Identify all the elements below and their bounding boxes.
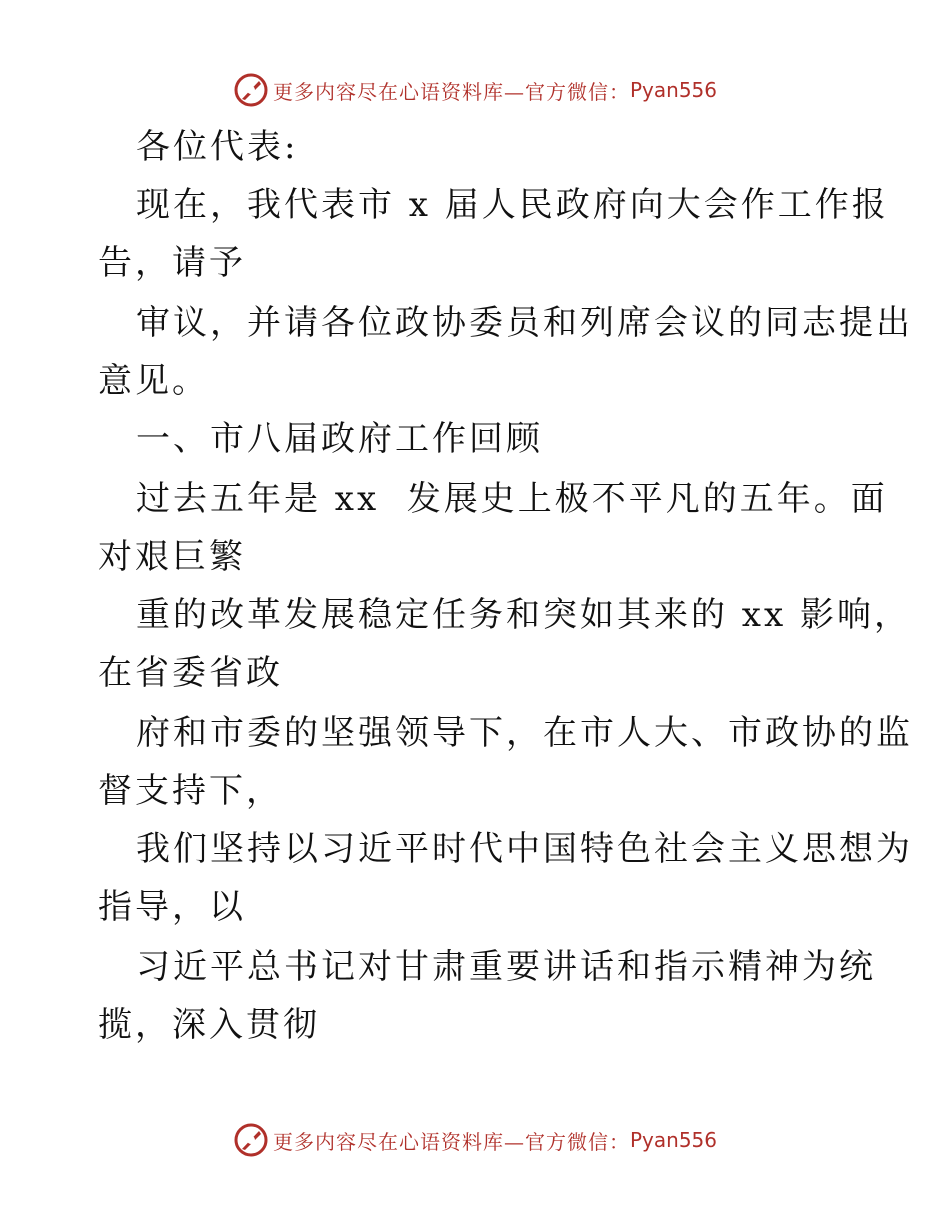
text-line: 指导，以	[98, 887, 246, 927]
text-line: 过去五年是 xx 发展史上极不平凡的五年。面	[136, 479, 888, 519]
text-line: 各位代表:	[136, 127, 299, 167]
footer-banner	[0, 1120, 950, 1160]
banner-wechat-id: Pyan556	[629, 78, 717, 102]
text-line: 现在，我代表市 x 届人民政府向大会作工作报	[136, 185, 889, 225]
banner-text: 更多内容尽在心语资料库—官方微信：	[272, 1129, 630, 1154]
text-line: 在省委省政	[98, 653, 283, 693]
text-line: 我们坚持以习近平时代中国特色社会主义思想为	[136, 829, 913, 869]
text-line: 揽，深入贯彻	[98, 1005, 320, 1045]
text-line: 告，请予	[98, 243, 246, 283]
banner-wechat-id: Pyan556	[629, 1128, 717, 1152]
banner-text: 更多内容尽在心语资料库—官方微信：	[272, 79, 630, 104]
text-line: 府和市委的坚强领导下，在市人大、市政协的监	[136, 713, 913, 753]
quill-logo-icon	[233, 72, 269, 108]
text-line: 意见。	[98, 361, 209, 401]
text-line: 习近平总书记对甘肃重要讲话和指示精神为统	[136, 947, 876, 987]
text-line: 对艰巨繁	[98, 537, 246, 577]
section-heading: 一、市八届政府工作回顾	[136, 419, 543, 459]
header-banner	[0, 70, 950, 110]
text-line: 督支持下，	[98, 771, 283, 811]
text-line: 审议，并请各位政协委员和列席会议的同志提出	[136, 303, 913, 343]
text-line: 重的改革发展稳定任务和突如其来的 xx 影响，	[136, 595, 911, 635]
quill-logo-icon	[233, 1122, 269, 1158]
